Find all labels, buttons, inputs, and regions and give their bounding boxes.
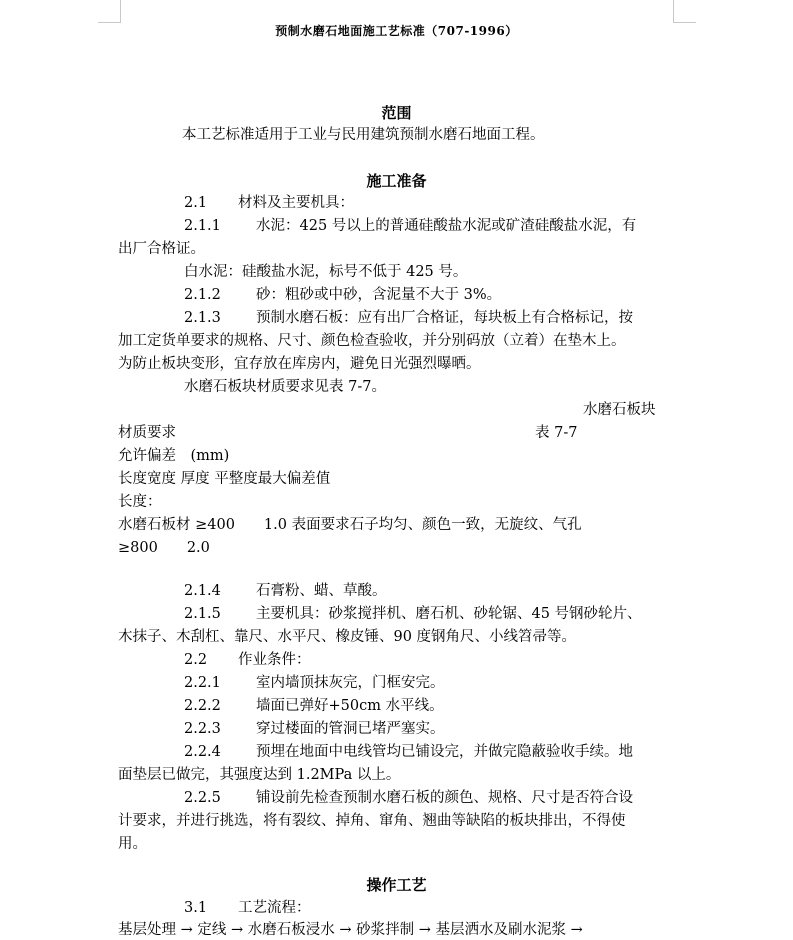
table-text: 允许偏差 (mm) — [118, 448, 230, 464]
item-number: 2.1.3 — [184, 310, 221, 326]
item-text-continued: 加工定货单要求的规格、尺寸、颜色检查验收，并分别码放（立着）在垫木上。 — [118, 333, 626, 349]
paragraph: 白水泥：硅酸盐水泥，标号不低于 425 号。 — [184, 264, 468, 280]
table-text: ≥800 2.0 — [118, 540, 210, 556]
item-text-continued: 用。 — [118, 836, 147, 852]
item-text-continued: 木抹子、木刮杠、靠尺、水平尺、橡皮锤、90 度钢角尺、小线笤帚等。 — [118, 629, 577, 645]
table-text: 长度宽度 厚度 平整度最大偏差值 — [118, 471, 331, 487]
item-text: 水泥：425 号以上的普通硅酸盐水泥或矿渣硅酸盐水泥，有 — [256, 218, 637, 234]
document-header: 预制水磨石地面施工艺标准（707-1996） — [275, 24, 518, 38]
item-number: 2.1 — [184, 195, 208, 211]
item-text: 材料及主要机具： — [238, 195, 354, 211]
item-text: 石膏粉、蜡、草酸。 — [256, 583, 387, 599]
heading-preparation: 施工准备 — [366, 172, 427, 190]
table-text: 材质要求 — [118, 425, 176, 441]
item-text-continued: 计要求，并进行挑选，将有裂纹、掉角、窜角、翘曲等缺陷的板块排出，不得使 — [118, 813, 626, 829]
item-number: 2.1.4 — [184, 583, 221, 599]
item-number: 2.2.2 — [184, 698, 221, 714]
item-text: 预埋在地面中电线管均已铺设完，并做完隐蔽验收手续。地 — [256, 744, 633, 760]
item-number: 2.2.5 — [184, 790, 221, 806]
table-text: 长度： — [118, 494, 162, 510]
item-text: 穿过楼面的管洞已堵严塞实。 — [256, 721, 445, 737]
item-text: 墙面已弹好+50cm 水平线。 — [256, 698, 444, 714]
item-text: 铺设前先检查预制水磨石板的颜色、规格、尺寸是否符合设 — [256, 790, 633, 806]
item-number: 2.2.4 — [184, 744, 221, 760]
item-text: 室内墙顶抹灰完，门框安完。 — [256, 675, 445, 691]
table-text: 水磨石板材 ≥400 1.0 表面要求石子均匀、颜色一致，无旋纹、气孔 — [118, 517, 582, 533]
item-number: 2.2.1 — [184, 675, 221, 691]
table-caption: 水磨石板块 — [583, 402, 656, 418]
table-number: 表 7-7 — [535, 425, 578, 441]
item-number: 2.2 — [184, 652, 208, 668]
item-number: 2.1.5 — [184, 606, 221, 622]
item-text-continued: 出厂合格证。 — [118, 241, 205, 257]
heading-operations: 操作工艺 — [366, 876, 427, 894]
item-text-continued: 为防止板块变形，宜存放在库房内，避免日光强烈曝晒。 — [118, 356, 481, 372]
item-number: 3.1 — [184, 900, 208, 916]
item-text: 作业条件： — [238, 652, 311, 668]
item-text: 工艺流程： — [238, 900, 311, 916]
item-text: 主要机具：砂浆搅拌机、磨石机、砂轮锯、45 号钢砂轮片、 — [256, 606, 642, 622]
item-text-continued: 面垫层已做完，其强度达到 1.2MPa 以上。 — [118, 767, 401, 783]
paragraph-scope: 本工艺标准适用于工业与民用建筑预制水磨石地面工程。 — [182, 127, 545, 143]
item-text: 砂：粗砂或中砂，含泥量不大于 3%。 — [256, 287, 502, 303]
page-corner-mark-left — [98, 0, 121, 23]
item-number: 2.2.3 — [184, 721, 221, 737]
heading-scope: 范围 — [381, 104, 412, 122]
paragraph: 水磨石板块材质要求见表 7-7。 — [184, 379, 386, 395]
item-number: 2.1.2 — [184, 287, 221, 303]
page-corner-mark-right — [673, 0, 696, 23]
process-flow: 基层处理 → 定线 → 水磨石板浸水 → 砂浆拌制 → 基层洒水及刷水泥浆 → — [118, 922, 583, 938]
item-number: 2.1.1 — [184, 218, 221, 234]
item-text: 预制水磨石板：应有出厂合格证，每块板上有合格标记，按 — [256, 310, 633, 326]
